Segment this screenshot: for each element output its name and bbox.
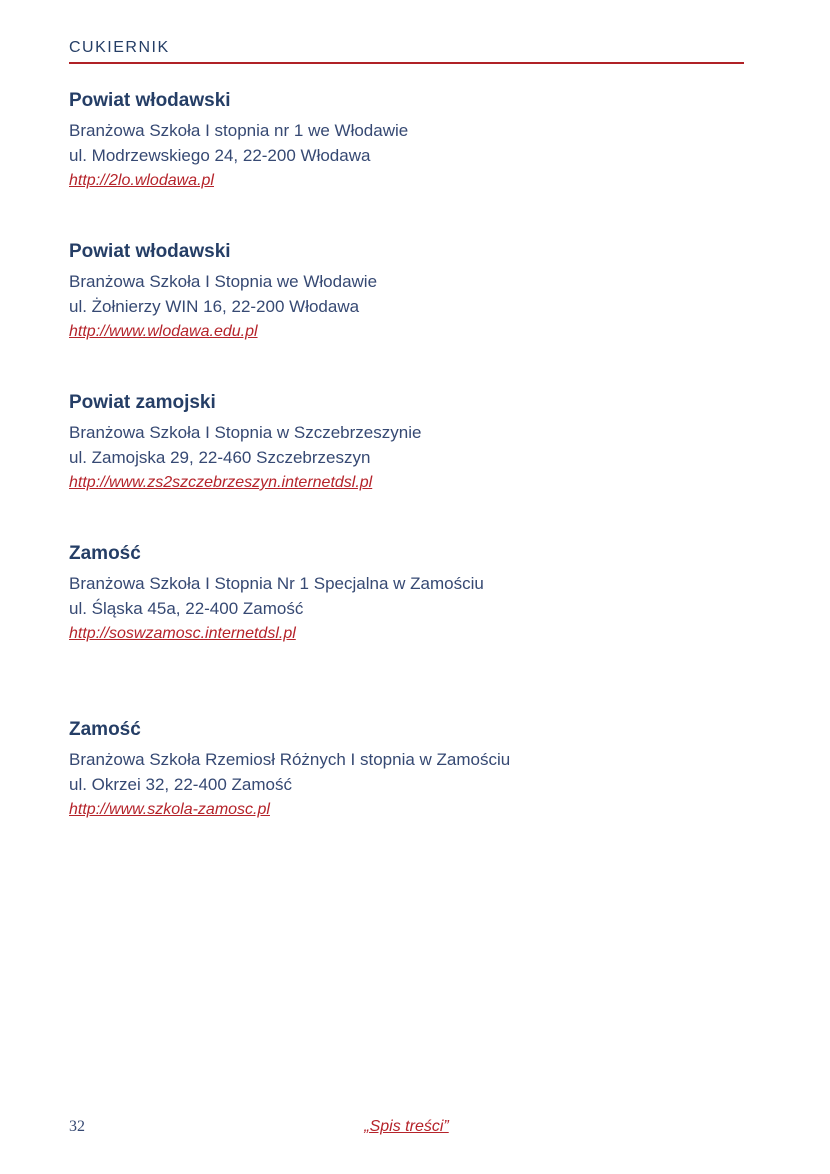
entry-school-name: Branżowa Szkoła I Stopnia w Szczebrzeszynie xyxy=(69,423,422,442)
page-header xyxy=(69,38,744,64)
entry-url-link[interactable]: http://www.szkola-zamosc.pl xyxy=(69,801,270,818)
entry-region: Powiat włodawski xyxy=(69,241,231,262)
entry-address: ul. Żołnierzy WIN 16, 22-200 Włodawa xyxy=(69,297,360,316)
header-rule xyxy=(69,62,744,64)
entry-region: Zamość xyxy=(69,543,141,564)
toc-link[interactable]: „Spis treści” xyxy=(364,1118,449,1135)
entry-address: ul. Zamojska 29, 22-460 Szczebrzeszyn xyxy=(69,448,371,467)
page-footer xyxy=(69,1118,744,1142)
school-entry xyxy=(69,88,744,193)
entry-address: ul. Śląska 45a, 22-400 Zamość xyxy=(69,599,304,618)
school-entry xyxy=(69,390,744,495)
school-entry xyxy=(69,717,744,822)
entry-url-link[interactable]: http://www.zs2szczebrzeszyn.internetdsl.pl xyxy=(69,474,373,491)
page-content xyxy=(69,38,744,868)
entry-url-link[interactable]: http://www.wlodawa.edu.pl xyxy=(69,323,258,340)
entry-url-link[interactable]: http://2lo.wlodawa.pl xyxy=(69,172,214,189)
entry-region: Powiat włodawski xyxy=(69,90,231,111)
entry-address: ul. Modrzewskiego 24, 22-200 Włodawa xyxy=(69,146,371,165)
entry-school-name: Branżowa Szkoła I Stopnia Nr 1 Specjalna w Zamościu xyxy=(69,574,484,593)
page-number: 32 xyxy=(69,1118,85,1135)
entry-region: Powiat zamojski xyxy=(69,392,216,413)
entry-school-name: Branżowa Szkoła I stopnia nr 1 we Włodawie xyxy=(69,121,409,140)
toc-link-container xyxy=(69,1118,744,1136)
entry-address: ul. Okrzei 32, 22-400 Zamość xyxy=(69,775,292,794)
entry-url-link[interactable]: http://soswzamosc.internetdsl.pl xyxy=(69,625,296,642)
section-title: CUKIERNIK xyxy=(69,39,170,56)
entry-school-name: Branżowa Szkoła Rzemiosł Różnych I stopnia w Zamościu xyxy=(69,750,511,769)
entry-school-name: Branżowa Szkoła I Stopnia we Włodawie xyxy=(69,272,378,291)
school-list xyxy=(69,88,744,822)
school-entry xyxy=(69,239,744,344)
entry-region: Zamość xyxy=(69,719,141,740)
school-entry xyxy=(69,541,744,646)
